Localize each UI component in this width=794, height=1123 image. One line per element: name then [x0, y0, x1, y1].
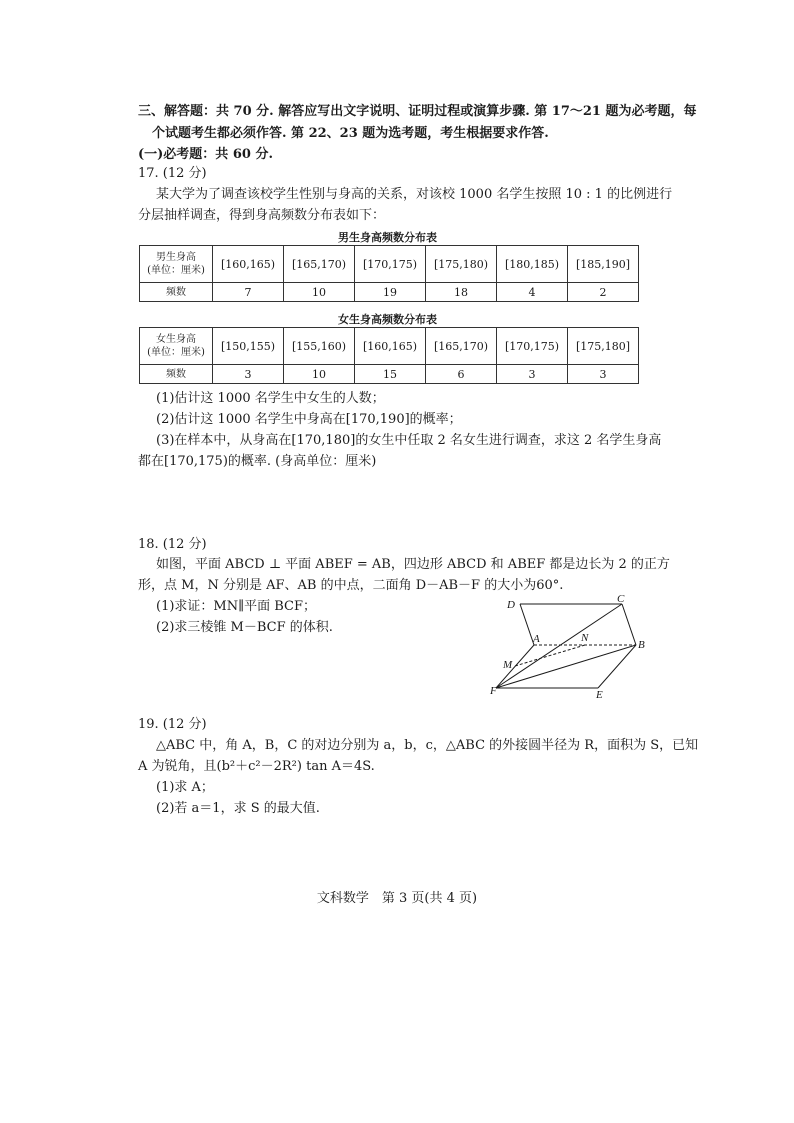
q17-intro-line2: 分层抽样调查，得到身高频数分布表如下： [138, 208, 386, 223]
male-interval: [160,165) [213, 246, 284, 283]
q17-intro-line1: 某大学为了调查该校学生性别与身高的关系，对该校 1000 名学生按照 10 : 1 的比例进行 [156, 187, 673, 202]
female-count-label: 频数 [140, 365, 213, 384]
female-interval: [165,170) [426, 328, 497, 365]
geometry-figure [470, 590, 660, 702]
female-table-header: 女生身高 (单位：厘米) [140, 328, 213, 365]
male-height-table [139, 245, 639, 302]
male-count-label: 频数 [140, 283, 213, 302]
female-interval: [160,165) [355, 328, 426, 365]
female-height-table [139, 327, 639, 384]
segment-MN [515, 645, 585, 666]
q18-text-line2: 形，点 M，N 分别是 AF、AB 的中点，二面角 D－AB－F 的大小为60°. [138, 578, 564, 593]
female-count: 10 [284, 365, 355, 384]
q19-text-line2: A 为锐角，且(b²＋c²－2R²) tan A＝4S. [138, 759, 375, 774]
male-interval: [180,185) [497, 246, 568, 283]
label-B: B [638, 639, 645, 651]
label-C: C [617, 593, 625, 605]
female-count: 3 [213, 365, 284, 384]
male-count: 7 [213, 283, 284, 302]
female-count: 3 [568, 365, 639, 384]
label-M: M [503, 659, 513, 671]
male-table-title: 男生身高频数分布表 [338, 231, 437, 244]
edge-CB [622, 604, 636, 645]
male-count: 10 [284, 283, 355, 302]
male-interval: [175,180) [426, 246, 497, 283]
female-count: 15 [355, 365, 426, 384]
q18-sub1: (1)求证：MN∥平面 BCF； [156, 599, 316, 614]
q19-sub2: (2)若 a＝1，求 S 的最大值. [156, 801, 320, 816]
label-A: A [533, 633, 540, 645]
male-interval: [170,175) [355, 246, 426, 283]
female-table-title: 女生身高频数分布表 [338, 313, 437, 326]
female-interval: [175,180] [568, 328, 639, 365]
male-count: 4 [497, 283, 568, 302]
edge-DA [520, 604, 534, 645]
page-footer: 文科数学 第 3 页(共 4 页) [316, 891, 478, 906]
q17-heading: 17. (12 分) [138, 166, 207, 181]
male-interval: [185,190] [568, 246, 639, 283]
female-interval: [150,155) [213, 328, 284, 365]
edge-FC [496, 604, 622, 688]
female-count: 6 [426, 365, 497, 384]
label-D: D [507, 599, 515, 611]
male-interval: [165,170) [284, 246, 355, 283]
q19-heading: 19. (12 分) [138, 717, 207, 732]
part-heading: (一)必考题：共 60 分. [138, 147, 273, 162]
q17-sub2: (2)估计这 1000 名学生中身高在[170,190]的概率； [156, 412, 462, 427]
edge-FB [496, 645, 636, 688]
q18-text-line1: 如图，平面 ABCD ⊥ 平面 ABEF = AB，四边形 ABCD 和 ABEF 都是边长为 2 的正方 [156, 557, 670, 572]
male-count: 19 [355, 283, 426, 302]
q17-sub3-line2: 都在[170,175)的概率. (身高单位：厘米) [138, 454, 377, 469]
label-F: F [490, 685, 497, 697]
label-N: N [581, 632, 589, 644]
label-E: E [596, 689, 603, 701]
section-heading-line2: 个试题考生都必须作答. 第 22、23 题为选考题，考生根据要求作答. [152, 126, 549, 141]
q19-text-line1: △ABC 中，角 A，B，C 的对边分别为 a，b，c，△ABC 的外接圆半径为 R，面积为 S，已知 [156, 738, 699, 753]
q17-sub1: (1)估计这 1000 名学生中女生的人数； [156, 391, 385, 406]
q17-sub3-line1: (3)在样本中，从身高在[170,180]的女生中任取 2 名女生进行调查，求这 2 名学生身高 [156, 433, 662, 448]
male-count: 2 [568, 283, 639, 302]
q18-heading: 18. (12 分) [138, 537, 207, 552]
male-table-header: 男生身高 (单位：厘米) [140, 246, 213, 283]
edge-EB [598, 645, 636, 688]
male-count: 18 [426, 283, 497, 302]
q19-sub1: (1)求 A； [156, 780, 214, 795]
female-interval: [170,175) [497, 328, 568, 365]
female-interval: [155,160) [284, 328, 355, 365]
female-count: 3 [497, 365, 568, 384]
q18-sub2: (2)求三棱锥 M－BCF 的体积. [156, 620, 333, 635]
section-heading-line1: 三、解答题：共 70 分. 解答应写出文字说明、证明过程或演算步骤. 第 17～21 题为必考题，每 [138, 104, 697, 119]
